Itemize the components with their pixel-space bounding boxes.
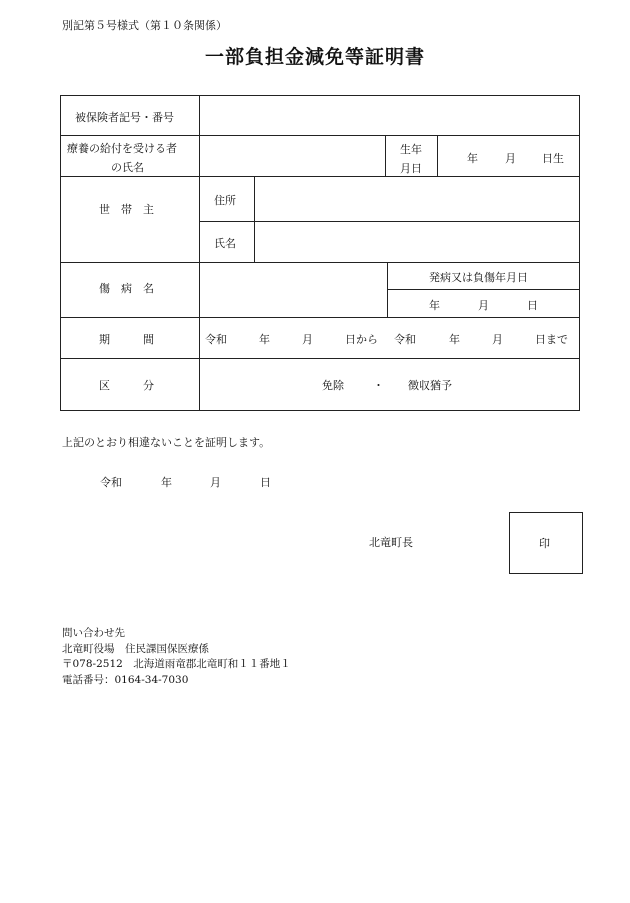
householder-address-field[interactable]: [255, 177, 578, 221]
category-defer-option[interactable]: 徴収猶予: [408, 379, 452, 392]
householder-address-label: 住所: [214, 194, 236, 207]
householder-name-field[interactable]: [255, 222, 578, 262]
seal-mark: 印: [539, 537, 550, 550]
row-divider: [60, 317, 579, 318]
row-divider: [387, 289, 579, 290]
householder-name-label: 氏名: [214, 237, 236, 250]
table-border-bottom: [60, 410, 579, 411]
birth-day-unit: 日生: [542, 152, 564, 165]
category-exempt-option[interactable]: 免除: [322, 379, 344, 392]
recipient-name-label: 療養の給付を受ける者: [67, 142, 177, 155]
category-separator: ・: [373, 379, 384, 392]
certification-month-unit: 月: [210, 476, 221, 489]
column-divider: [385, 135, 386, 176]
category-label: 区 分: [99, 379, 154, 392]
insured-number-label: 被保険者記号・番号: [75, 111, 174, 124]
period-from-era: 令和: [205, 333, 227, 346]
table-border-left: [60, 95, 61, 410]
contact-address: 〒078-2512 北海道雨竜郡北竜町和１１番地１: [62, 658, 291, 670]
contact-heading: 問い合わせ先: [62, 627, 125, 639]
contact-phone: 電話番号：0164-34-7030: [62, 673, 189, 686]
period-to-day-unit: 日まで: [535, 333, 568, 346]
onset-date-label: 発病又は負傷年月日: [429, 271, 528, 284]
period-to-era: 令和: [394, 333, 416, 346]
period-from-month-unit: 月: [302, 333, 313, 346]
contact-office: 北竜町役場 住民課国保医療係: [62, 642, 209, 655]
issuer-name: 北竜町長: [369, 536, 413, 549]
document-title: 一部負担金減免等証明書: [204, 46, 425, 68]
onset-month-unit: 月: [478, 299, 489, 312]
onset-year-unit: 年: [429, 299, 440, 312]
recipient-name-field[interactable]: [200, 136, 384, 176]
period-label: 期 間: [99, 333, 154, 346]
period-from-day-unit: 日から: [345, 333, 378, 346]
column-divider: [437, 135, 438, 176]
row-divider: [60, 358, 579, 359]
table-border-right: [579, 95, 580, 411]
recipient-name-label-2: の氏名: [111, 161, 144, 174]
form-reference: 別記第５号様式（第１０条関係）: [62, 19, 227, 32]
certification-year-unit: 年: [161, 476, 172, 489]
birth-date-label: 生年: [400, 143, 422, 156]
injury-name-field[interactable]: [200, 263, 386, 317]
certification-day-unit: 日: [260, 476, 271, 489]
contact-block: [62, 626, 291, 688]
certification-date-era: 令和: [100, 476, 122, 489]
householder-label: 世 帯 主: [99, 203, 154, 216]
period-to-year-unit: 年: [449, 333, 460, 346]
birth-year-unit: 年: [467, 152, 478, 165]
onset-day-unit: 日: [527, 299, 538, 312]
period-from-year-unit: 年: [259, 333, 270, 346]
injury-name-label: 傷 病 名: [99, 282, 154, 295]
period-to-month-unit: 月: [492, 333, 503, 346]
birth-month-unit: 月: [505, 152, 516, 165]
certification-statement: 上記のとおり相違ないことを証明します。: [62, 436, 271, 449]
insured-number-field[interactable]: [200, 96, 578, 135]
column-divider: [387, 262, 388, 317]
birth-date-label-2: 月日: [400, 162, 422, 175]
